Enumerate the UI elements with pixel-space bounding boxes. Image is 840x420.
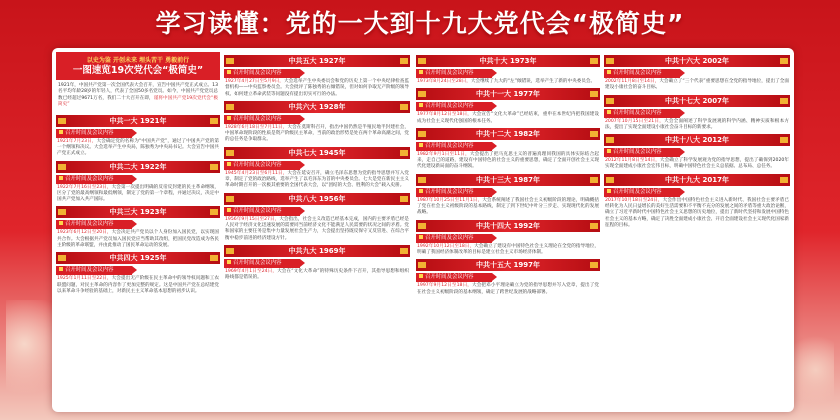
section-head-10: 中共十大 1973年: [416, 55, 600, 67]
column-2: [224, 52, 410, 408]
sub-head: 召开时间及会议内容: [604, 148, 680, 157]
section-head-16: 中共十六大 2002年: [604, 55, 790, 67]
section-text-13: 1987年10月25日至11月1日，大会系统阐述了我国社会主义初级阶段的理论，明确概括了党在社会主义初级阶段的基本路线，制定了到下世纪中叶分三步走、实现现代化的发展战略。: [417, 197, 599, 216]
section-text-14: 1992年10月12日至18日，大会确立了建设有中国特色社会主义理论在全党的指导地位，明确了我国经济体制改革的目标是建立社会主义市场经济体制。: [417, 243, 599, 255]
section-head-7: 中共七大 1945年: [224, 147, 410, 159]
section-head-14: 中共十四大 1992年: [416, 220, 600, 232]
section-text-4: 1925年1月11日至22日，大会提出无产阶级在民主革命中的领导权问题和工农联盟问题，对民主革命的内容作了更加完整的规定。这是中国共产党在总结建党以来革命斗争经验的基础上，对新民主主义革命基本思想的初步认识。: [57, 276, 219, 294]
section-head-19: 中共十九大 2017年: [604, 174, 790, 186]
section-text-16: 2002年11月8日至14日，大会确立了“三个代表”重要思想在全党的指导地位，提出了全面建设小康社会的奋斗目标。: [605, 79, 789, 91]
section-text-17: 2007年10月15日至21日，大会全面阐述了科学发展观的科学内涵、精神实质和根本方法，提出了实现全面建设小康社会奋斗目标的新要求。: [605, 118, 789, 130]
section-text-11: 1977年8月12日至18日，大会宣告“文化大革命”已经结束，重申在本世纪内把我国建设成为社会主义现代化强国的根本任务。: [417, 112, 599, 124]
section-text-7: 1945年4月23日至6月11日，大会在延安召开，确立毛泽东思想为党的指导思想并写入党章，制定了党的政治路线，选举产生了以毛泽东为首的中央委员会。七大是党在新民主主义革命时期召开的一次极其重要的全国代表大会，以“团结的大会、胜利的大会”载入史册。: [225, 170, 409, 189]
column-4: [604, 52, 790, 408]
section-text-6: 1928年6月18日至7月11日，大会在莫斯科召开，指出中国仍然是半殖民地半封建社会，中国革命现阶段的性质是资产阶级民主革命，当前的政治形势是处在两个革命高潮之间，党的总任务是争取群众。: [225, 124, 409, 143]
sub-head: 召开时间及会议内容: [416, 102, 492, 111]
section-head-1: 中共一大 1921年: [56, 115, 220, 127]
sub-head: 召开时间及会议内容: [224, 115, 300, 124]
sub-head: 召开时间及会议内容: [604, 188, 680, 197]
section-head-11: 中共十一大 1977年: [416, 88, 600, 100]
intro-slogan: 以史为鉴 开创未来 埋头苦干 勇毅前行: [86, 57, 190, 64]
section-head-17: 中共十七大 2007年: [604, 95, 790, 107]
sub-head: 召开时间及会议内容: [56, 266, 132, 275]
section-text-10: 1973年8月24日至28日，大会继续了九大的“左”倾错误，选举产生了新的中央委员会。: [417, 79, 596, 84]
sub-head: 召开时间及会议内容: [56, 129, 132, 138]
intro-body: 1921年，中国共产党第一次全国代表大会召开，宣告中国共产党正式成立。13名平均年龄28岁的年轻人，代表了全国50多名党员。如今，中国共产党党员总数已经超过9671万名，我们二十大召开在即，: [58, 83, 218, 101]
section-head-8: 中共八大 1956年: [224, 193, 410, 205]
column-3: [416, 52, 600, 408]
sub-head: 召开时间及会议内容: [416, 69, 492, 78]
decoration-right: [788, 330, 834, 410]
section-head-9: 中共九大 1969年: [224, 245, 410, 257]
sub-head: 召开时间及会议内容: [416, 142, 492, 151]
section-text-2: 1922年7月16日至23日，大会第一次提出明确的反帝反封建的民主革命纲领，区分了党的最高纲领和最低纲领，制定了党的第一个章程，并通过决议，决定中国共产党加入共产国际。: [57, 184, 219, 203]
intro-header: [56, 52, 220, 80]
section-head-13: 中共十三大 1987年: [416, 174, 600, 186]
sub-head: 召开时间及会议内容: [416, 234, 492, 243]
section-head-2: 中共二大 1922年: [56, 161, 220, 173]
sub-head: 召开时间及会议内容: [224, 259, 300, 268]
section-text-1: 1921年7月23日，大会确定党的名称为“中国共产党”，通过了中国共产党的第一个纲领和决议。大会选举产生中央局，陈独秀为中央局书记。大会宣告中国共产党正式成立。: [57, 138, 219, 157]
section-text-18: 2012年11月8日至14日，大会确立了科学发展观为党的指导思想，提出了确保到2020年实现全面建成小康社会宏伟目标，明确中国特色社会主义总依据、总布局、总任务。: [605, 158, 789, 170]
section-text-9: 1969年4月1日至24日，大会在“文化大革命”的特殊历史条件下召开，其指导思想和组织路线都是错误的。: [225, 268, 410, 281]
sub-head: 召开时间及会议内容: [224, 207, 300, 216]
sub-head: 召开时间及会议内容: [224, 161, 300, 170]
section-head-6: 中共六大 1928年: [224, 101, 410, 113]
intro-subtitle: 一图速览19次党代会“极简史”: [72, 65, 204, 76]
intro-highlight: 谨将中国共产党19次党代会“极简史”: [58, 95, 218, 108]
decoration-left: [6, 300, 52, 410]
section-text-15: 1997年9月12日至18日，大会把邓小平理论确立为党的指导思想并写入党章，提出了党在社会主义初级阶段的基本纲领，确定了跨世纪发展的战略部署。: [417, 283, 599, 295]
sub-head: 召开时间及会议内容: [416, 273, 492, 282]
sub-head: 召开时间及会议内容: [224, 69, 300, 78]
section-text-5: 1927年4月27日至5月9日，大会选举产生中央委员会和党的历史上第一个中央纪律检查监督机构——中央监察委员会。大会批评了陈独秀的右倾错误，但对如何争取无产阶级的领导权、如何建立革命武装等问题没有提出切实可行的办法。: [225, 79, 409, 97]
section-head-15: 中共十五大 1997年: [416, 259, 600, 271]
section-head-5: 中共五大 1927年: [224, 55, 410, 67]
section-head-12: 中共十二大 1982年: [416, 128, 600, 140]
sub-head: 召开时间及会议内容: [604, 109, 680, 118]
page-title: 学习读懂：党的一大到十九大党代会“极简史”: [155, 9, 685, 38]
section-head-18: 中共十八大 2012年: [604, 134, 790, 146]
section-text-19: 2017年10月18日至24日，大会作出中国特色社会主义进入新时代、我国社会主要矛盾已经转化为人民日益增长的美好生活需要和不平衡不充分的发展之间的矛盾等重大政治论断，确立了习近平新时代中国特色社会主义思想的历史地位，提出了新时代坚持和发展中国特色社会主义的基本方略，确定了决胜全面建成小康社会、开启全面建设社会主义现代化国家新征程的目标。: [605, 197, 789, 228]
sub-head: 召开时间及会议内容: [56, 220, 132, 229]
intro-text: [56, 80, 220, 112]
section-head-3: 中共三大 1923年: [56, 206, 220, 218]
sub-head: 召开时间及会议内容: [416, 188, 492, 197]
section-text-8: 1956年9月15日至27日，大会指出，社会主义改造已经基本完成，国内的主要矛盾已经是人民对于经济文化迅速发展的需要同当前经济文化不能满足人民需要的状况之间的矛盾。党和国家的主要任务是集中力量发展社会生产力，大会提出坚持既反保守又反冒进、在综合平衡中稳步前进的经济建设方针。: [225, 216, 409, 241]
column-1: [56, 52, 220, 408]
section-text-3: 1923年6月12日至20日，大会决定共产党员以个人身份加入国民党，以实现国共合作。大会根据共产党员加入国民党应当帮助其改组，把国民党改造成为各民主阶级的革命联盟，并由此推动了国民革命运动的发展。: [57, 230, 219, 248]
content-board: [52, 48, 794, 412]
section-head-4: 中共四大 1925年: [56, 252, 220, 264]
sub-head: 召开时间及会议内容: [56, 175, 132, 184]
sub-head: 召开时间及会议内容: [604, 69, 680, 78]
section-text-12: 1982年9月1日至11日，大会提出了把马克思主义的普遍真理同我国的具体实际结合起来，走自己的道路，建设有中国特色的社会主义的重要思想，确定了全面开创社会主义现代化建设新局面的奋斗纲领。: [417, 151, 599, 170]
